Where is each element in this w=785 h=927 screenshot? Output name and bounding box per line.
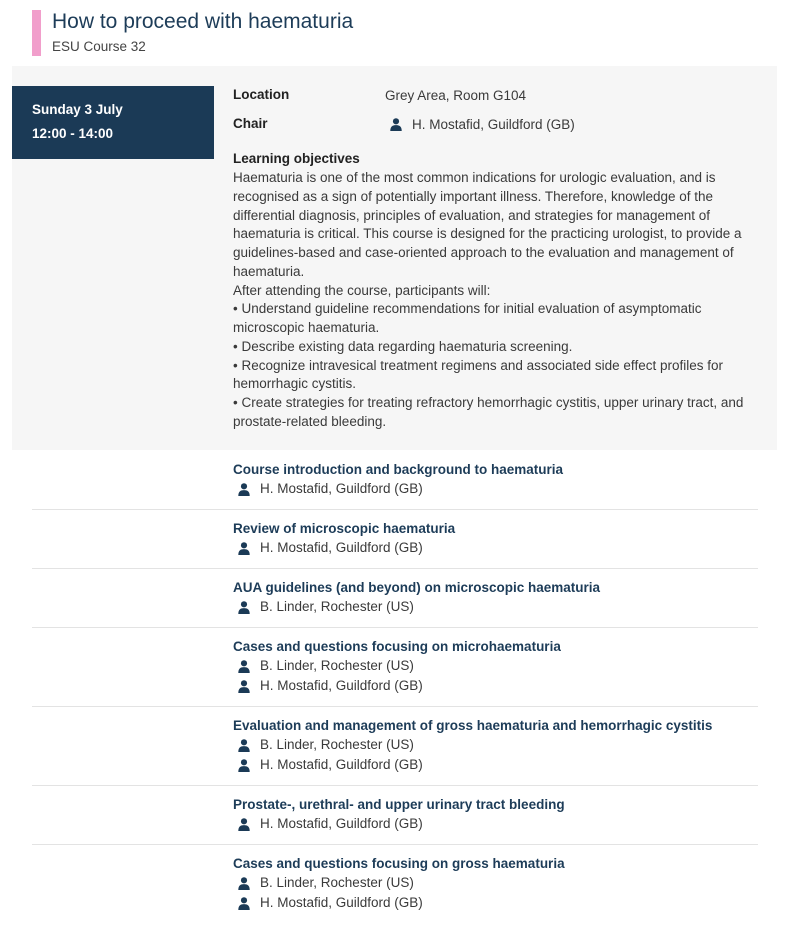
speaker[interactable]: [238, 676, 758, 696]
speaker[interactable]: [238, 893, 758, 913]
speaker-name: B. Linder, Rochester (US): [260, 875, 414, 890]
objective-paragraph: Haematuria is one of the most common indications for urologic evaluation, and is recognised as a sign of potentially important illness. Therefore, knowledge of the differential diagnosis, principles of evaluation, and strategies for management of haematuria is critical. This course is designed for the practicing urologist, to provide a guidelines-based and case-oriented approach to the evaluation and management of haematuria.: [233, 170, 742, 279]
location-label: Location: [233, 87, 290, 102]
speaker-name: B. Linder, Rochester (US): [260, 599, 414, 614]
session-date: Sunday 3 July: [32, 102, 123, 117]
objective-item: • Create strategies for treating refractory hemorrhagic cystitis, upper urinary tract, and prostate-related bleeding.: [233, 395, 744, 429]
session-title[interactable]: Cases and questions focusing on gross haematuria: [233, 856, 565, 871]
speaker[interactable]: [238, 755, 758, 775]
learning-objectives-text: [233, 169, 761, 432]
session-item: [32, 707, 758, 786]
person-icon: [238, 660, 250, 673]
speaker-name: H. Mostafid, Guildford (GB): [260, 481, 423, 496]
session-title[interactable]: Prostate-, urethral- and upper urinary tract bleeding: [233, 797, 565, 812]
person-icon: [238, 759, 250, 772]
chair-label: Chair: [233, 116, 268, 131]
objective-item: • Recognize intravesical treatment regimens and associated side effect profiles for hemorrhagic cystitis.: [233, 357, 723, 392]
person-icon: [238, 680, 250, 693]
session-title[interactable]: Review of microscopic haematuria: [233, 521, 456, 536]
person-icon: [238, 483, 250, 496]
session-title[interactable]: Cases and questions focusing on microhaematuria: [233, 639, 561, 654]
speaker-name: H. Mostafid, Guildford (GB): [260, 757, 423, 772]
speaker-name: B. Linder, Rochester (US): [260, 658, 414, 673]
session-title[interactable]: Evaluation and management of gross haematuria and hemorrhagic cystitis: [233, 718, 713, 733]
speaker[interactable]: [238, 597, 758, 617]
location-value: Grey Area, Room G104: [385, 88, 527, 103]
person-icon: [238, 897, 250, 910]
objective-item: • Describe existing data regarding haematuria screening.: [233, 338, 573, 354]
person-icon: [390, 118, 402, 131]
session-item: [32, 845, 758, 923]
person-icon: [238, 601, 250, 614]
session-info-panel: [12, 66, 777, 450]
page-title: How to proceed with haematuria: [52, 10, 354, 33]
speaker-name: H. Mostafid, Guildford (GB): [260, 895, 423, 910]
speaker-name: B. Linder, Rochester (US): [260, 737, 414, 752]
session-item: [32, 451, 758, 510]
session-list: [32, 451, 758, 923]
person-icon: [238, 739, 250, 752]
speaker-name: H. Mostafid, Guildford (GB): [260, 678, 423, 693]
person-icon: [238, 542, 250, 555]
course-code: ESU Course 32: [52, 39, 146, 54]
chair-name: H. Mostafid, Guildford (GB): [412, 117, 575, 132]
speaker[interactable]: [238, 735, 758, 755]
speaker[interactable]: [238, 814, 758, 834]
session-title[interactable]: AUA guidelines (and beyond) on microscopic haematuria: [233, 580, 601, 595]
session-title[interactable]: Course introduction and background to haematuria: [233, 462, 564, 477]
session-item: [32, 786, 758, 845]
speaker[interactable]: [238, 538, 758, 558]
objective-intro: After attending the course, participants will:: [233, 282, 491, 298]
session-time: 12:00 - 14:00: [32, 126, 114, 141]
speaker[interactable]: [238, 656, 758, 676]
speaker-name: H. Mostafid, Guildford (GB): [260, 540, 423, 555]
session-item: [32, 510, 758, 569]
session-item: [32, 628, 758, 707]
speaker[interactable]: [238, 873, 758, 893]
session-item: [32, 569, 758, 628]
accent-bar: [32, 10, 41, 56]
person-icon: [238, 877, 250, 890]
objective-item: • Understand guideline recommendations for initial evaluation of asymptomatic microscopic haematuria.: [233, 301, 702, 335]
learning-objectives-heading: Learning objectives: [233, 151, 360, 166]
chair-value[interactable]: [390, 117, 575, 132]
speaker[interactable]: [238, 479, 758, 499]
date-time-box: [12, 86, 214, 159]
speaker-name: H. Mostafid, Guildford (GB): [260, 816, 423, 831]
person-icon: [238, 818, 250, 831]
